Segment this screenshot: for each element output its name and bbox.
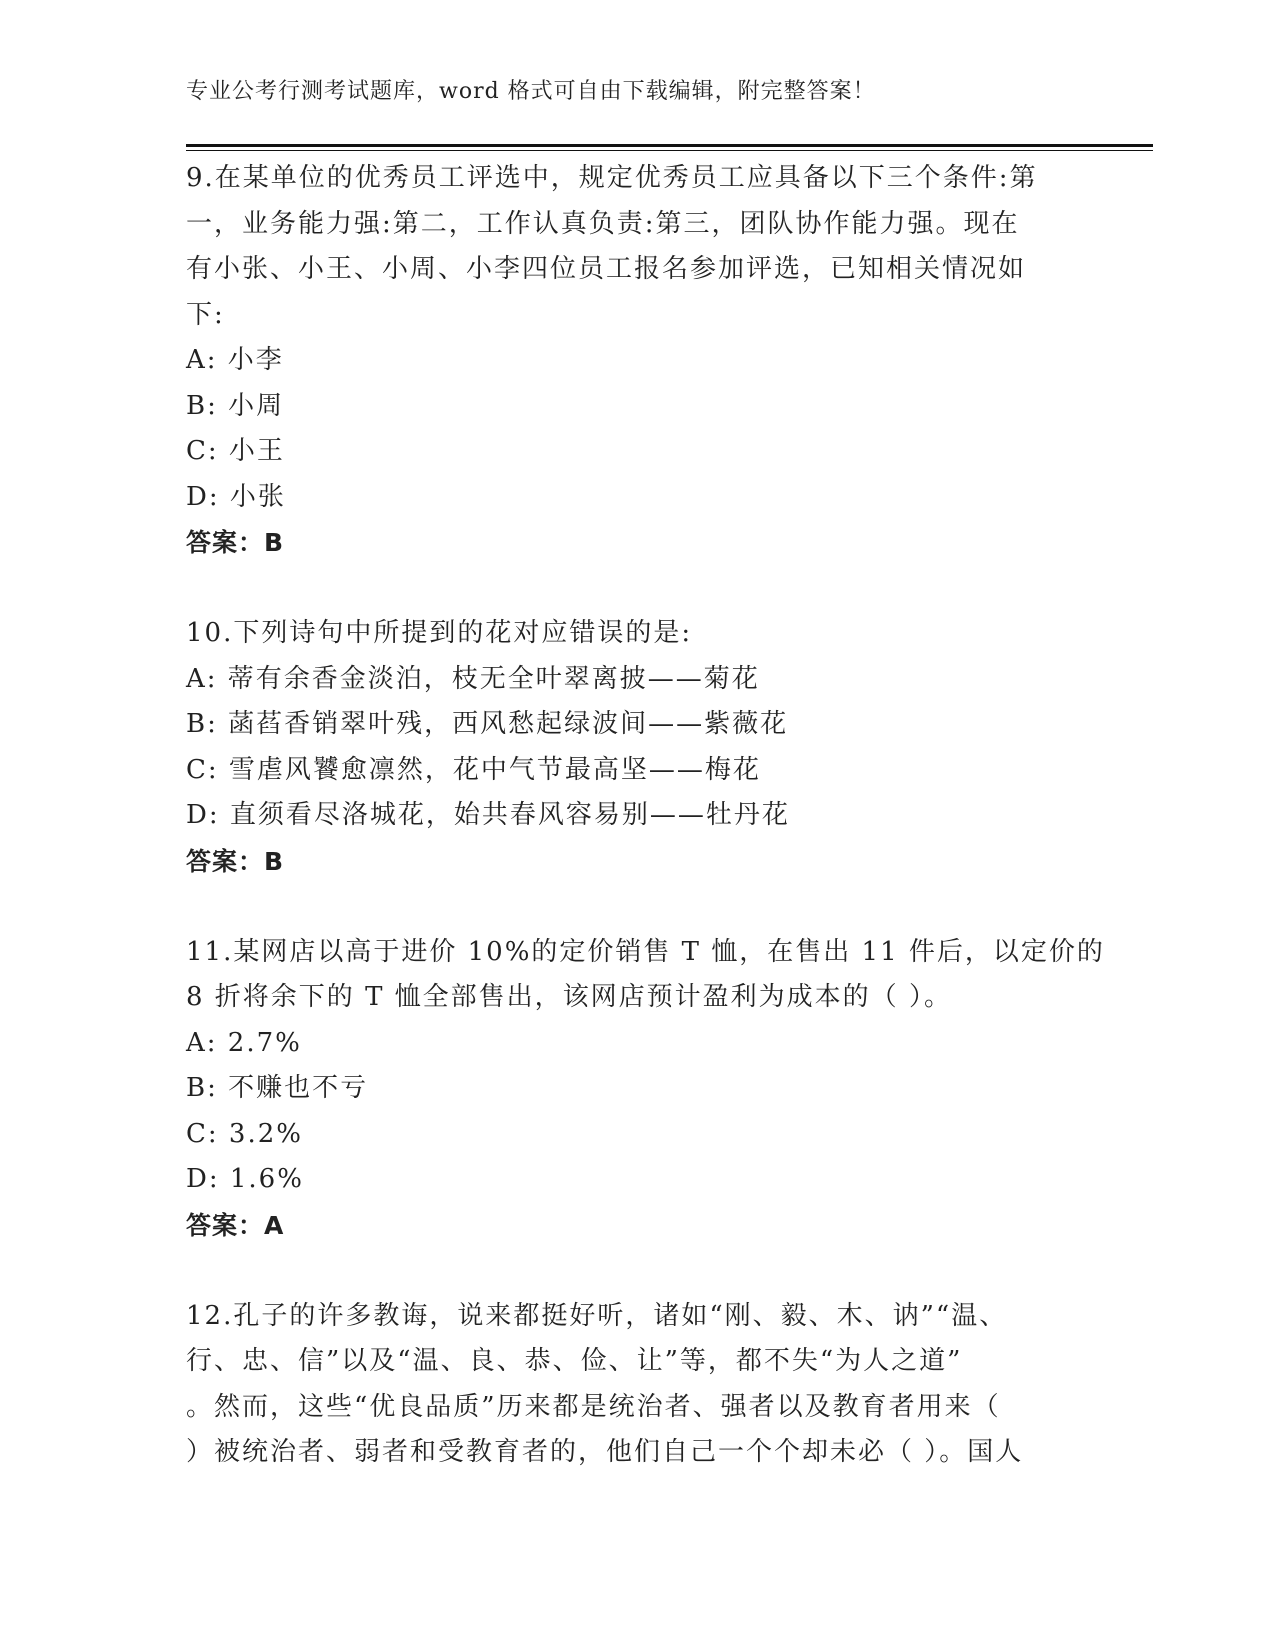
question-11	[186, 930, 1105, 1249]
question-10-stem-line-1: 10.下列诗句中所提到的花对应错误的是:	[186, 618, 693, 648]
spacer	[186, 566, 1086, 612]
question-11-option-a: A: 2.7%	[186, 1027, 302, 1058]
question-9-option-d: D: 小张	[186, 481, 286, 512]
question-9-option-a: A: 小李	[186, 345, 284, 375]
question-9-answer: 答案：B	[186, 528, 285, 557]
question-10-option-d: D: 直须看尽洛城花，始共春风容易别——牡丹花	[186, 800, 790, 830]
question-10-option-a: A: 蒂有余香金淡泊，枝无全叶翠离披——菊花	[186, 663, 760, 694]
question-9-stem-line-2: 一，业务能力强:第二，工作认真负责:第三，团队协作能力强。现在	[186, 208, 1020, 239]
question-12-stem-line-4: ）被统治者、弱者和受教育者的，他们自己一个个却未必（ ）。国人	[186, 1437, 1024, 1467]
question-11-stem-line-2: 8 折将余下的 T 恤全部售出，该网店预计盈利为成本的（ ）。	[186, 982, 952, 1012]
question-12-stem-line-1: 12.孔子的许多教诲，说来都挺好听，诸如“刚、毅、木、讷”“温、	[186, 1300, 1008, 1331]
question-12-stem-line-2: 行、忠、信”以及“温、良、恭、俭、让”等，都不失“为人之道”	[186, 1346, 963, 1376]
question-9-stem-line-3: 有小张、小王、小周、小李四位员工报名参加评选，已知相关情况如	[186, 254, 1027, 284]
header-rule-thick	[186, 144, 1153, 147]
spacer	[186, 1248, 1086, 1294]
question-list	[186, 156, 1105, 1476]
page-header: 专业公考行测考试题库，word 格式可自由下载编辑，附完整答案！	[186, 79, 876, 104]
spacer	[186, 884, 1086, 930]
question-9-stem-line-4: 下:	[186, 299, 225, 330]
question-11-option-b: B: 不赚也不亏	[186, 1073, 369, 1103]
question-11-option-d: D: 1.6%	[186, 1164, 304, 1194]
question-10-answer: 答案：B	[186, 846, 285, 876]
question-12	[186, 1294, 1086, 1476]
question-11-stem-line-1: 11.某网店以高于进价 10%的定价销售 T 恤，在售出 11 件后，以定价的	[186, 936, 1105, 967]
question-10-option-b: B: 菡萏香销翠叶残，西风愁起绿波间——紫薇花	[186, 709, 789, 739]
header-rule-thin	[186, 150, 1153, 151]
question-11-answer: 答案：A	[186, 1210, 285, 1240]
question-9	[186, 156, 1086, 566]
question-9-option-c: C: 小王	[186, 436, 285, 466]
question-10	[186, 611, 1086, 884]
question-9-stem-line-1: 9.在某单位的优秀员工评选中，规定优秀员工应具备以下三个条件:第	[186, 163, 1038, 193]
question-11-option-c: C: 3.2%	[186, 1118, 303, 1149]
question-10-option-c: C: 雪虐风饕愈凛然，花中气节最高坚——梅花	[186, 754, 761, 785]
question-12-stem-line-3: 。然而，这些“优良品质”历来都是统治者、强者以及教育者用来（	[186, 1391, 1001, 1422]
question-9-option-b: B: 小周	[186, 390, 285, 421]
